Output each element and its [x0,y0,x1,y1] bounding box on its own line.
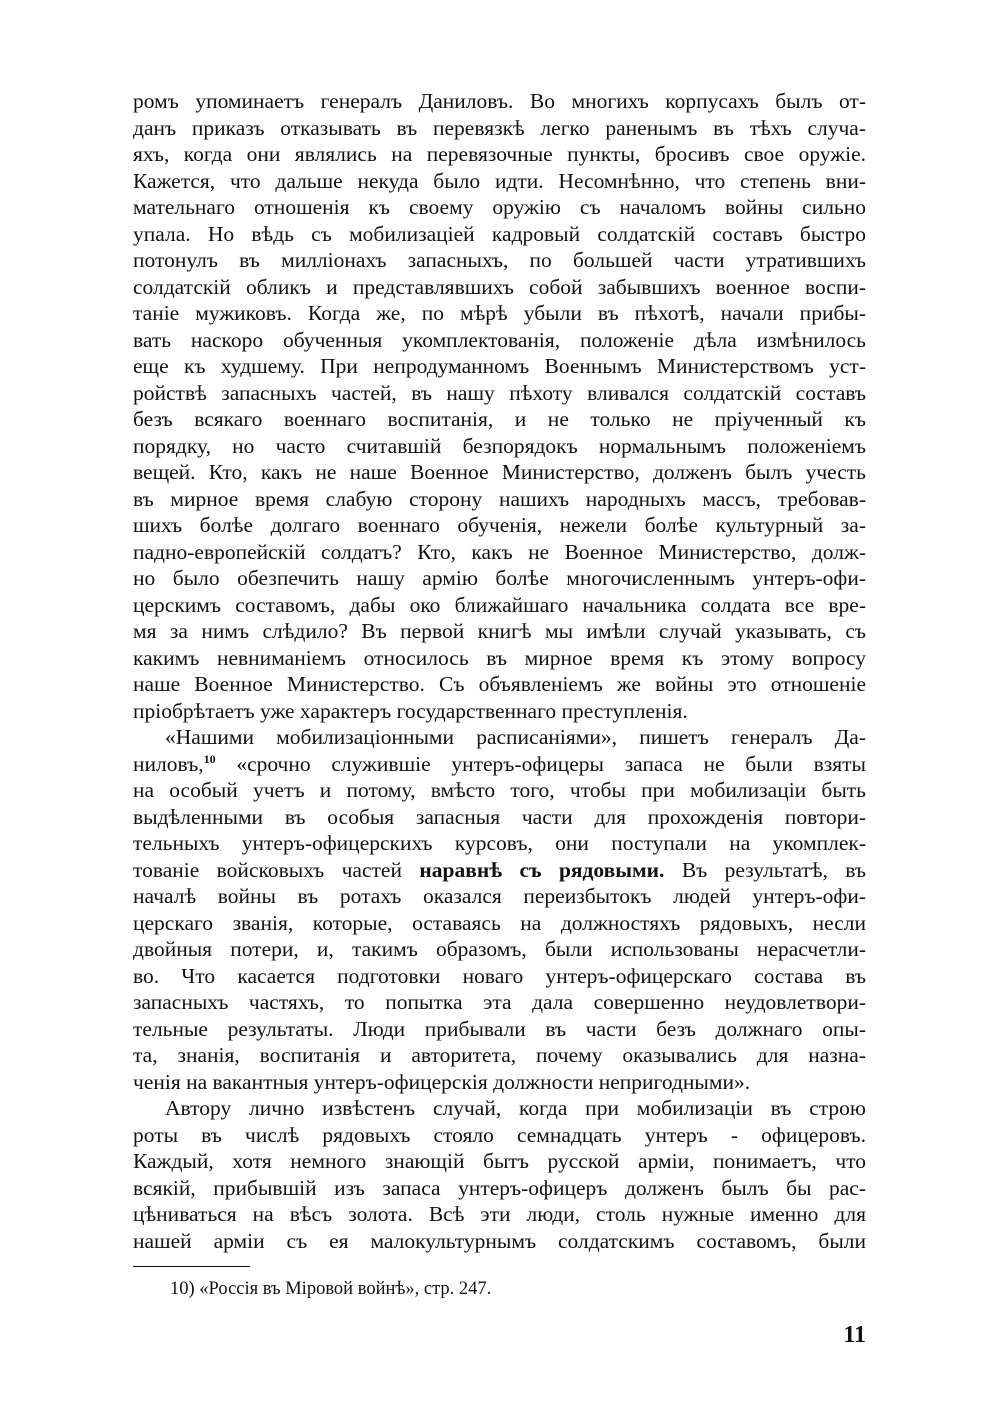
text-span: ниловъ, [133,752,204,776]
text-line: какимъ невниманіемъ относилось въ мирное время къ этому вопросу [133,646,866,670]
text-line: безъ всякаго военнаго воспитанія, и не только не пріученный къ [133,407,866,431]
text-line: церскаго званія, которые, оставаясь на должностяхъ рядовыхъ, несли [133,911,866,935]
text-line: но было обезпечить нашу армію болѣе многочисленнымъ унтеръ-офи- [133,566,866,590]
text-line: Каждый, хотя немного знающій бытъ русской арміи, понимаетъ, что [133,1149,866,1173]
text-line: еще къ худшему. При непродуманномъ Военнымъ Министерствомъ уст- [133,354,866,378]
text-span: Въ результатѣ, въ [681,858,866,882]
footnote-marker: 10 [203,752,216,766]
text-line: тельныхъ унтеръ-офицерскихъ курсовъ, они поступали на укомплек- [133,831,866,855]
text-line: порядку, но часто считавшій безпорядокъ нормальнымъ положеніемъ [133,434,866,458]
text-line: мательнаго отношенія къ своему оружію съ началомъ войны сильно [133,195,866,219]
text-line: падно-европейскій солдатъ? Кто, какъ не Военное Министерство, долж- [133,540,866,564]
text-line: наше Военное Министерство. Съ объявленіемъ же войны это отношеніе [133,672,866,696]
text-line: потонулъ въ милліонахъ запасныхъ, по большей части утратившихъ [133,248,866,272]
text-line: запасныхъ частяхъ, то попытка эта дала совершенно неудовлетвори- [133,990,866,1014]
page-number: 11 [843,1322,866,1348]
text-line: нашей арміи съ ея малокультурнымъ солдатскимъ составомъ, были [133,1229,866,1253]
text-line: во. Что касается подготовки новаго унтеръ-офицерскаго состава въ [133,964,866,988]
text-line: всякій, прибывшій изъ запаса унтеръ-офицеръ долженъ былъ бы рас- [133,1176,866,1200]
text-line: солдатскій обликъ и представлявшихъ собой забывшихъ военное воспи- [133,275,866,299]
text-line: ченія на вакантныя унтеръ-офицерскія должности непригодными». [133,1070,751,1094]
text-line: вещей. Кто, какъ не наше Военное Министерство, долженъ былъ учесть [133,460,866,484]
text-span: тованіе войсковыхъ частей [133,858,402,882]
text-line: роты въ числѣ рядовыхъ стояло семнадцать унтеръ - офицеровъ. [133,1123,866,1147]
text-line: мя за нимъ слѣдило? Въ первой книгѣ мы имѣли случай указывать, съ [133,619,866,643]
text-line: выдѣленными въ особыя запасныя части для прохожденія повтори- [133,805,866,829]
text-line: упала. Но вѣдь съ мобилизацiей кадровый солдатскій составъ быстро [133,222,866,246]
text-line: вать наскоро обученныя укомплектованія, положеніе дѣла измѣнилось [133,328,866,352]
text-line: та, знанія, воспитанія и авторитета, почему оказывались для назна- [133,1043,866,1067]
text-line: «Нашими мобилизаціонными расписаніями», пишетъ генералъ Да- [165,725,866,749]
text-line: пріобрѣтаетъ уже характеръ государственнаго преступленія. [133,699,688,723]
text-line: Кажется, что дальше некуда было идти. Несомнѣнно, что степень вни- [133,169,866,193]
text-line: въ мирное время слабую сторону нашихъ народныхъ массъ, требовав- [133,487,866,511]
text-line: церскимъ составомъ, дабы око ближайшаго начальника солдата все вре- [133,593,866,617]
text-line: данъ приказъ отказывать въ перевязкѣ легко раненымъ въ тѣхъ случа- [133,116,866,140]
footnote: 10) «Россія въ Міровой войнѣ», стр. 247. [170,1279,492,1299]
emphasized-text: наравнѣ съ рядовыми. [419,858,665,882]
text-line: яхъ, когда они являлись на перевязочные пункты, бросивъ свое оружіе. [133,142,866,166]
text-line: тельные результаты. Люди прибывали въ части безъ должнаго опы- [133,1017,866,1041]
text-line: началѣ войны въ ротахъ оказался переизбытокъ людей унтеръ-офи- [133,884,866,908]
text-line [133,856,866,884]
text-line: таніе мужиковъ. Когда же, по мѣрѣ убыли въ пѣхотѣ, начали прибы- [133,301,866,325]
text-line: ройствѣ запасныхъ частей, въ нашу пѣхоту вливался солдатскій составъ [133,381,866,405]
text-line: ромъ упоминаетъ генералъ Даниловъ. Во многихъ корпусахъ былъ от- [133,89,866,113]
text-line: цѣниваться на вѣсъ золота. Всѣ эти люди, столь нужные именно для [133,1202,866,1226]
text-line: двойныя потери, и, такимъ образомъ, были использованы нерасчетли- [133,937,866,961]
text-line: на особый учетъ и потому, вмѣсто того, чтобы при мобилизаціи быть [133,778,866,802]
text-line [133,750,866,778]
text-span: «срочно служившіе унтеръ-офицеры запаса не были взяты [236,752,866,776]
text-line: Автору лично извѣстенъ случай, когда при мобилизаціи въ строю [165,1096,866,1120]
text-line: шихъ болѣе долгаго военнаго обученія, нежели болѣе культурный за- [133,513,866,537]
footnote-divider [133,1266,250,1267]
